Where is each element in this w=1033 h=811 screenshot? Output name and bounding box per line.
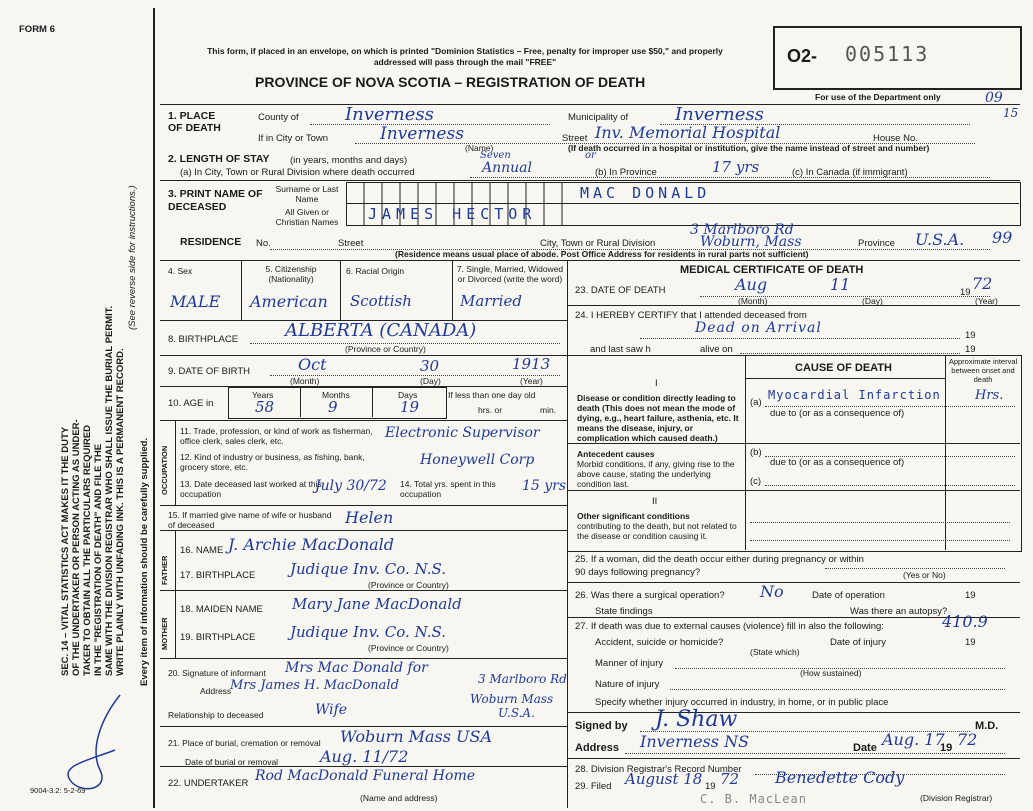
label-alive-year: 19 bbox=[965, 344, 976, 355]
label-cause-b: (b) bbox=[750, 447, 762, 458]
label-autopsy: Was there an autopsy? bbox=[850, 606, 948, 617]
label-print-name: 3. PRINT NAME OF DECEASED bbox=[168, 188, 263, 213]
rule-15 bbox=[160, 505, 567, 506]
value-informant-address-3: Woburn Mass bbox=[470, 692, 554, 706]
line-cause-c bbox=[765, 485, 1015, 486]
label-father-birth: 17. BIRTHPLACE bbox=[180, 570, 256, 581]
value-mother-maiden: Mary Jane MacDonald bbox=[292, 595, 462, 613]
rule-28 bbox=[567, 758, 1020, 759]
value-cause-a: Myocardial Infarction bbox=[768, 388, 941, 402]
value-sex: MALE bbox=[170, 292, 221, 311]
label-interval: Approximate interval between onset and death bbox=[948, 357, 1018, 384]
label-mother-birth: 19. BIRTHPLACE bbox=[180, 632, 256, 643]
label-md: M.D. bbox=[975, 720, 999, 732]
label-stay-a: (a) In City, Town or Rural Division where death occurred bbox=[180, 167, 415, 178]
label-given: All Given or Christian Names bbox=[275, 207, 339, 227]
label-certify: 24. I HEREBY CERTIFY that I attended deceased from bbox=[575, 310, 807, 321]
rule-11 bbox=[160, 420, 567, 421]
label-death-month: (Month) bbox=[738, 296, 768, 306]
value-given: JAMES HECTOR bbox=[368, 205, 537, 223]
value-municipality: Inverness bbox=[675, 104, 764, 125]
label-min: min. bbox=[540, 405, 557, 415]
label-marital: 7. Single, Married, Widowed or Divorced (write the word) bbox=[456, 264, 564, 284]
label-dob: 9. DATE OF BIRTH bbox=[168, 366, 250, 377]
reverse-note: (See reverse side for instructions.) bbox=[127, 185, 138, 330]
father-div bbox=[175, 530, 176, 658]
residence-note: (Residence means usual place of abode. Post Office Address for residents in rural parts not sufficient) bbox=[395, 249, 809, 259]
reg-prefix: O2- bbox=[787, 46, 818, 66]
value-stamp: C. B. MacLean bbox=[700, 792, 807, 806]
value-undertaker: Rod MacDonald Funeral Home bbox=[255, 768, 476, 784]
label-burial: 21. Place of burial, cremation or removal bbox=[168, 738, 321, 748]
value-burial-date: Aug. 11/72 bbox=[320, 747, 409, 766]
label-residence: RESIDENCE bbox=[180, 236, 242, 248]
roman-1: I bbox=[655, 378, 658, 389]
label-res-no: No. bbox=[256, 238, 271, 249]
label-certify-year: 19 bbox=[965, 330, 976, 341]
line-stay bbox=[470, 177, 990, 178]
label-manner: Manner of injury bbox=[595, 658, 664, 669]
age-div-1 bbox=[300, 387, 301, 417]
value-sign-address: Inverness NS bbox=[640, 732, 750, 751]
label-other-sig-text: contributing to the death, but not related to the disease or condition causing it. bbox=[577, 521, 737, 541]
reg-number: 005113 bbox=[845, 42, 930, 66]
label-city: If in City or Town bbox=[258, 133, 329, 144]
line-alive bbox=[740, 353, 960, 354]
label-dob-day: (Day) bbox=[420, 376, 441, 386]
rule-4 bbox=[160, 260, 1020, 261]
label-signed-by: Signed by bbox=[575, 720, 628, 732]
label-res-city: City, Town or Rural Division bbox=[540, 238, 656, 249]
age-div-2 bbox=[372, 387, 373, 417]
label-q26: 26. Was there a surgical operation? bbox=[575, 590, 725, 601]
rule-3 bbox=[160, 180, 1020, 181]
label-citizenship: 5. Citizenship (Nationality) bbox=[265, 264, 317, 284]
value-county: Inverness bbox=[345, 104, 434, 125]
label-stay-units: (in years, months and days) bbox=[290, 155, 408, 166]
label-sign-date: Date bbox=[853, 742, 877, 754]
label-mother: MOTHER bbox=[160, 617, 169, 650]
form-id: FORM 6 bbox=[19, 24, 55, 35]
dept-code-1: 09 bbox=[985, 90, 1003, 106]
label-filed-year: 19 bbox=[705, 781, 716, 792]
line-nature bbox=[670, 689, 1005, 690]
div-5-6 bbox=[340, 260, 341, 320]
line-other-2 bbox=[750, 540, 1010, 541]
label-occupation: OCCUPATION bbox=[160, 445, 169, 495]
roman-2: II bbox=[652, 496, 658, 507]
label-industry: 12. Kind of industry or business, as fishing, bank, grocery store, etc. bbox=[180, 452, 365, 472]
label-birthplace-sub: (Province or Country) bbox=[345, 344, 426, 354]
label-q25: 25. If a woman, did the death occur either during pregnancy or within 90 days following pregnancy? bbox=[575, 554, 864, 578]
label-father-birth-sub: (Province or Country) bbox=[368, 580, 449, 590]
rule-24 bbox=[567, 305, 1020, 306]
dept-code-2: 15 bbox=[1003, 106, 1019, 120]
label-res-street: Street bbox=[338, 238, 364, 249]
label-length-of-stay: 2. LENGTH OF STAY bbox=[168, 153, 270, 165]
label-specify: Specify whether injury occurred in industry, in home, or in public place bbox=[595, 697, 889, 708]
value-father-name: J. Archie MacDonald bbox=[228, 535, 395, 554]
label-racial: 6. Racial Origin bbox=[346, 266, 405, 276]
label-undertaker-sub: (Name and address) bbox=[360, 793, 438, 803]
sec-line-2: OF THE UNDERTAKER OR PERSON ACTING AS UNDER- bbox=[71, 419, 82, 676]
line-sign-address bbox=[625, 753, 1005, 754]
value-street: Inv. Memorial Hospital bbox=[595, 123, 781, 142]
label-date-death: 23. DATE OF DEATH bbox=[575, 285, 666, 296]
label-stay-b: (b) In Province bbox=[595, 167, 657, 178]
value-wife: Helen bbox=[345, 508, 394, 527]
value-sign-year: 72 bbox=[957, 730, 978, 749]
label-mother-maiden: 18. MAIDEN NAME bbox=[180, 604, 263, 615]
label-date-injury: Date of injury bbox=[830, 637, 886, 648]
value-op: No bbox=[760, 582, 784, 601]
dept-use: For use of the Department only bbox=[815, 92, 941, 102]
sec-line-3: TAKER TO OBTAIN ALL THE PARTICULARS REQUIRED bbox=[82, 424, 93, 676]
label-death-year-prefix: 19 bbox=[960, 287, 971, 298]
sec-line-5: SAME WITH THE DIVISION REGISTRAR WHO SHALL ISSUE THE BURIAL PERMIT. bbox=[104, 305, 115, 676]
value-cause-interval: Hrs. bbox=[975, 388, 1004, 403]
value-informant-address: Mrs James H. MacDonald bbox=[230, 678, 399, 693]
cause-div-1 bbox=[745, 355, 746, 550]
value-age-years: 58 bbox=[255, 398, 275, 416]
header-note: This form, if placed in an envelope, on which is printed "Dominion Statistics – Free, penalty for improper use $50," and properly addressed will pass through the mail "FREE" bbox=[207, 46, 723, 67]
value-filed: August 18 bbox=[625, 770, 703, 788]
value-certify: Dead on Arrival bbox=[695, 320, 822, 336]
registration-number-box bbox=[773, 26, 1022, 90]
label-mother-birth-sub: (Province or Country) bbox=[368, 643, 449, 653]
line-certify bbox=[640, 338, 960, 339]
value-death-day: 11 bbox=[830, 275, 851, 294]
sec-line-4: IN THE "REGISTRATION OF DEATH" AND FILE THE bbox=[93, 443, 104, 676]
label-burial-date: Date of burial or removal bbox=[185, 757, 279, 767]
label-undertaker: 22. UNDERTAKER bbox=[168, 778, 249, 789]
value-last-worked: July 30/72 bbox=[315, 478, 387, 494]
label-place-of-death: 1. PLACE OF DEATH bbox=[168, 110, 221, 134]
label-state-which: (State which) bbox=[750, 647, 800, 657]
value-father-birth: Judique Inv. Co. N.S. bbox=[290, 560, 447, 578]
label-due-to-a: due to (or as a consequence of) bbox=[770, 408, 905, 419]
label-op-year: 19 bbox=[965, 590, 976, 601]
value-code27: 410.9 bbox=[942, 612, 988, 631]
value-res-code: 99 bbox=[992, 228, 1013, 247]
label-years: Years bbox=[252, 390, 274, 400]
rule-signed bbox=[567, 712, 1020, 713]
label-house-no: House No. bbox=[873, 133, 918, 144]
value-res-street: 3 Marlboro Rd bbox=[690, 222, 794, 238]
label-how: (How sustained) bbox=[800, 668, 862, 678]
hospital-note: (If death occurred in a hospital or institution, give the name instead of street and number) bbox=[568, 143, 930, 153]
value-mother-birth: Judique Inv. Co. N.S. bbox=[290, 623, 447, 641]
value-stay-a: Annual bbox=[482, 160, 532, 176]
label-div-reg: (Division Registrar) bbox=[920, 793, 993, 803]
sec-line-1: SEC. 14 – VITAL STATISTICS ACT MAKES IT THE DUTY bbox=[60, 426, 71, 676]
label-due-to-b: due to (or as a consequence of) bbox=[770, 457, 905, 468]
value-stay-b: 17 yrs bbox=[712, 158, 760, 176]
label-dob-year: (Year) bbox=[520, 376, 543, 386]
value-dob-year: 1913 bbox=[512, 355, 551, 373]
value-racial: Scottish bbox=[350, 292, 412, 310]
label-alive-on: alive on bbox=[700, 344, 733, 355]
value-industry: Honeywell Corp bbox=[420, 452, 535, 468]
label-antecedent: Antecedent causes bbox=[577, 449, 655, 459]
value-relationship: Wife bbox=[315, 702, 348, 718]
value-burial: Woburn Mass USA bbox=[340, 727, 493, 746]
label-birthplace: 8. BIRTHPLACE bbox=[168, 334, 239, 345]
value-citizenship: American bbox=[250, 292, 328, 311]
rule-top bbox=[160, 104, 1020, 105]
label-res-province: Province bbox=[858, 238, 895, 249]
value-res-province: U.S.A. bbox=[915, 230, 965, 249]
value-signed: J. Shaw bbox=[655, 707, 738, 732]
rule-20 bbox=[160, 658, 567, 659]
label-father-name: 16. NAME bbox=[180, 545, 224, 556]
sec-line-6: WRITE PLAINLY WITH UNFADING INK. THIS IS A PERMANENT RECORD. bbox=[115, 348, 126, 676]
cause-rule-a bbox=[567, 443, 1020, 444]
label-last-worked: 13. Date deceased last worked at this occupation bbox=[180, 479, 322, 499]
value-res-city: Woburn, Mass bbox=[700, 234, 802, 250]
div-6-7 bbox=[452, 260, 453, 320]
rule-16 bbox=[160, 530, 567, 531]
label-accident: Accident, suicide or homicide? bbox=[595, 637, 724, 648]
cause-rule-b bbox=[567, 490, 1020, 491]
value-filed-year: 72 bbox=[720, 770, 740, 788]
occ-div bbox=[175, 420, 176, 505]
careful-note: Every item of information should be carefully supplied. bbox=[139, 437, 150, 686]
label-sign-address: Address bbox=[575, 742, 620, 754]
div-4-5 bbox=[241, 260, 242, 320]
value-city: Inverness bbox=[380, 124, 464, 144]
value-stay-or: or bbox=[585, 150, 596, 161]
rule-22 bbox=[160, 766, 567, 767]
label-hrs: hrs. or bbox=[478, 405, 503, 415]
rule-26 bbox=[567, 582, 1020, 583]
label-municipality: Municipality of bbox=[568, 112, 629, 123]
value-informant-address-2: 3 Marlboro Rd bbox=[478, 672, 567, 686]
line-other-1 bbox=[750, 522, 1010, 523]
label-death-year: (Year) bbox=[975, 296, 998, 306]
value-stay-a-note: Seven bbox=[480, 150, 511, 161]
rule-9 bbox=[160, 355, 567, 356]
value-total-yrs: 15 yrs bbox=[522, 478, 567, 494]
label-cause-c: (c) bbox=[750, 476, 762, 487]
label-q28: 28. Division Registrar's Record Number bbox=[575, 764, 742, 775]
value-age-days: 19 bbox=[400, 398, 420, 416]
label-informant: 20. Signature of informant bbox=[168, 668, 266, 678]
value-age-months: 9 bbox=[328, 398, 338, 416]
label-q29: 29. Filed bbox=[575, 781, 612, 792]
value-informant-address-4: U.S.A. bbox=[498, 706, 535, 720]
cause-header-rule bbox=[745, 378, 945, 379]
label-injury-year: 19 bbox=[965, 637, 976, 648]
rule-18 bbox=[160, 590, 567, 591]
value-birthplace: ALBERTA (CANADA) bbox=[285, 320, 477, 341]
value-dob-month: Oct bbox=[298, 355, 327, 374]
value-sign-date: Aug. 17 bbox=[882, 730, 945, 749]
value-death-year: 72 bbox=[972, 274, 993, 293]
label-months: Months bbox=[322, 390, 350, 400]
cause-title: CAUSE OF DEATH bbox=[795, 362, 892, 374]
print-code: 9004-3.2: 5-2-69 bbox=[30, 786, 86, 795]
label-yes-no: (Yes or No) bbox=[903, 570, 946, 580]
label-stay-c: (c) In Canada (if immigrant) bbox=[792, 167, 908, 178]
label-sign-year: 19 bbox=[940, 742, 953, 754]
label-nature: Nature of injury bbox=[595, 679, 660, 690]
signature-flourish bbox=[60, 690, 150, 800]
label-q27: 27. If death was due to external causes (violence) fill in also the following: bbox=[575, 621, 884, 632]
medical-title: MEDICAL CERTIFICATE OF DEATH bbox=[680, 264, 864, 276]
value-marital: Married bbox=[460, 292, 522, 310]
value-filed-by: Benedette Cody bbox=[775, 768, 905, 787]
value-trade: Electronic Supervisor bbox=[385, 425, 540, 441]
label-county: County of bbox=[258, 112, 299, 123]
label-age: 10. AGE in bbox=[168, 398, 214, 409]
label-findings: State findings bbox=[595, 606, 653, 617]
form-left-border bbox=[153, 8, 155, 808]
label-cause-a: (a) bbox=[750, 397, 762, 408]
label-trade: 11. Trade, profession, or kind of work as fisherman, office clerk, sales clerk, etc. bbox=[180, 426, 373, 446]
value-informant: Mrs Mac Donald for bbox=[285, 660, 428, 676]
line-cause-a bbox=[765, 406, 1015, 407]
label-date-op: Date of operation bbox=[812, 590, 885, 601]
label-father: FATHER bbox=[160, 555, 169, 585]
label-days: Days bbox=[398, 390, 418, 400]
label-city-name: (Name) bbox=[465, 143, 494, 153]
value-death-month: Aug bbox=[735, 275, 768, 294]
label-informant-address: Address bbox=[200, 686, 232, 696]
label-surname: Surname or Last Name bbox=[275, 184, 339, 204]
label-antecedent-text: Morbid conditions, if any, giving rise to the above cause, stating the underlying condition last. bbox=[577, 459, 735, 489]
label-relationship: Relationship to deceased bbox=[168, 710, 264, 720]
line-q25 bbox=[825, 568, 1005, 569]
label-street: Street bbox=[562, 133, 588, 144]
label-total-yrs: 14. Total yrs. spent in this occupation bbox=[400, 479, 496, 499]
form-title: PROVINCE OF NOVA SCOTIA – REGISTRATION OF DEATH bbox=[255, 74, 646, 90]
cause-div-2 bbox=[945, 355, 946, 550]
value-surname: MAC DONALD bbox=[580, 184, 711, 202]
label-last-saw: and last saw h bbox=[590, 344, 651, 355]
label-sex: 4. Sex bbox=[168, 266, 193, 276]
value-dob-day: 30 bbox=[420, 357, 440, 375]
label-dob-month: (Month) bbox=[290, 376, 320, 386]
label-death-day: (Day) bbox=[862, 296, 883, 306]
label-other-sig: Other significant conditions bbox=[577, 511, 690, 521]
label-direct: Disease or condition directly leading to death (This does not mean the mode of dying, e.g., heart failure, asthenia, etc. It means the disease, injury, or complication which caused death.) bbox=[577, 393, 739, 443]
label-wife: 15. If married give name of wife or husband of deceased bbox=[168, 510, 332, 530]
label-less-day: If less than one day old bbox=[448, 390, 536, 400]
